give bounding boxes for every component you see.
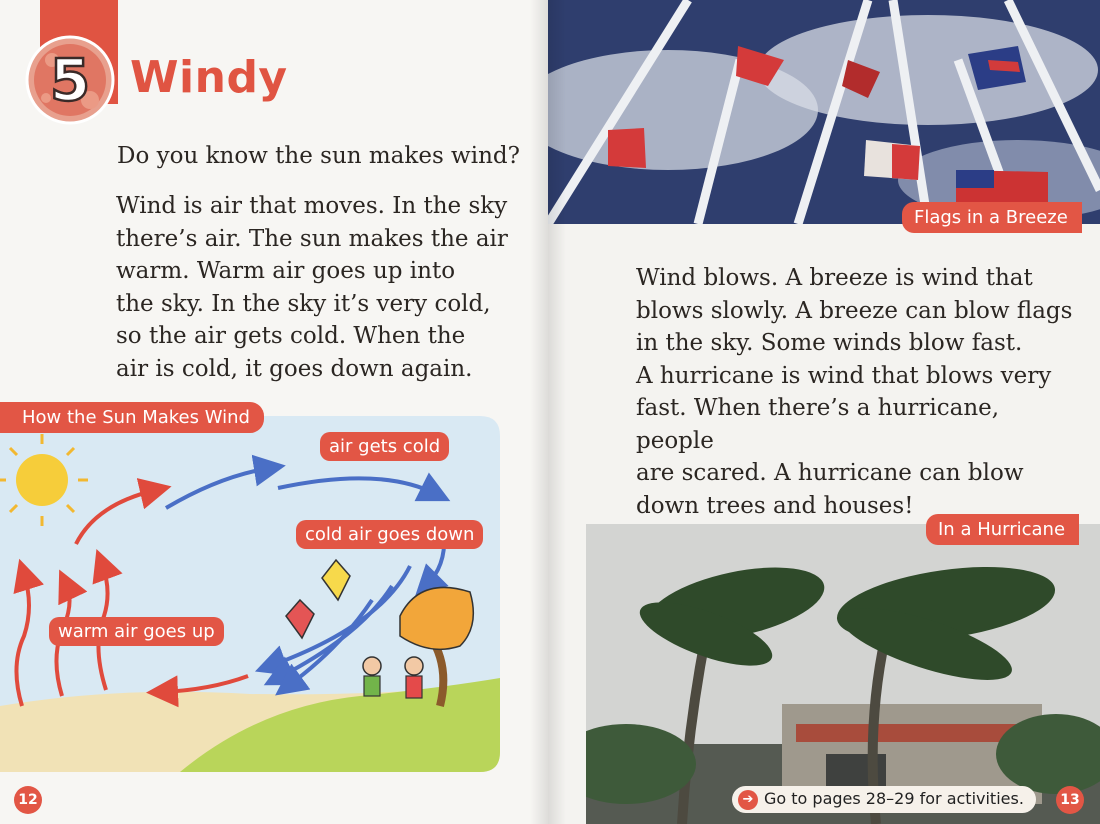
text-line: in the sky. Some winds blow fast.: [636, 330, 1023, 356]
flags-photo: [548, 0, 1100, 224]
left-paragraph: [116, 190, 516, 385]
text-line: fast. When there’s a hurricane, people: [636, 395, 1000, 454]
page-number-right: 13: [1056, 786, 1084, 814]
chapter-title: Windy: [130, 52, 288, 103]
text-line: blows slowly. A breeze can blow flags: [636, 297, 1073, 324]
text-line: there’s air. The sun makes the air: [116, 225, 508, 252]
text-line: so the air gets cold. When the: [116, 323, 466, 349]
text-line: Wind blows. A breeze is wind that: [636, 265, 1033, 291]
book-gutter: [530, 0, 566, 824]
right-paragraph: [636, 262, 1080, 522]
text-line: down trees and houses!: [636, 492, 914, 519]
left-page: [0, 0, 548, 824]
question-text: Do you know the sun makes wind?: [117, 143, 520, 169]
chapter-number-badge: [24, 34, 116, 126]
text-line: air is cold, it goes down again.: [116, 355, 473, 382]
caption-in-a-hurricane: In a Hurricane: [926, 514, 1079, 545]
activities-note: [732, 786, 1036, 813]
text-line: A hurricane is wind that blows very: [636, 362, 1052, 389]
page-number-left: 12: [14, 786, 42, 814]
text-line: Wind is air that moves. In the sky: [116, 193, 508, 219]
caption-flags-in-a-breeze: Flags in a Breeze: [902, 202, 1082, 233]
wind-diagram: [0, 416, 500, 772]
label-air-gets-cold: air gets cold: [320, 432, 449, 461]
text-line: warm. Warm air goes up into: [116, 258, 456, 284]
text-line: are scared. A hurricane can blow: [636, 460, 1024, 486]
label-warm-air-goes-up: warm air goes up: [49, 617, 224, 646]
arrow-right-icon: ➔: [738, 790, 758, 810]
chapter-number: 5: [49, 46, 91, 114]
text-line: the sky. In the sky it’s very cold,: [116, 290, 491, 317]
hurricane-photo: [586, 524, 1100, 824]
diagram-title-label: How the Sun Makes Wind: [0, 402, 264, 433]
activities-note-text: Go to pages 28–29 for activities.: [764, 789, 1024, 808]
right-page: [548, 0, 1100, 824]
label-cold-air-goes-down: cold air goes down: [296, 520, 483, 549]
